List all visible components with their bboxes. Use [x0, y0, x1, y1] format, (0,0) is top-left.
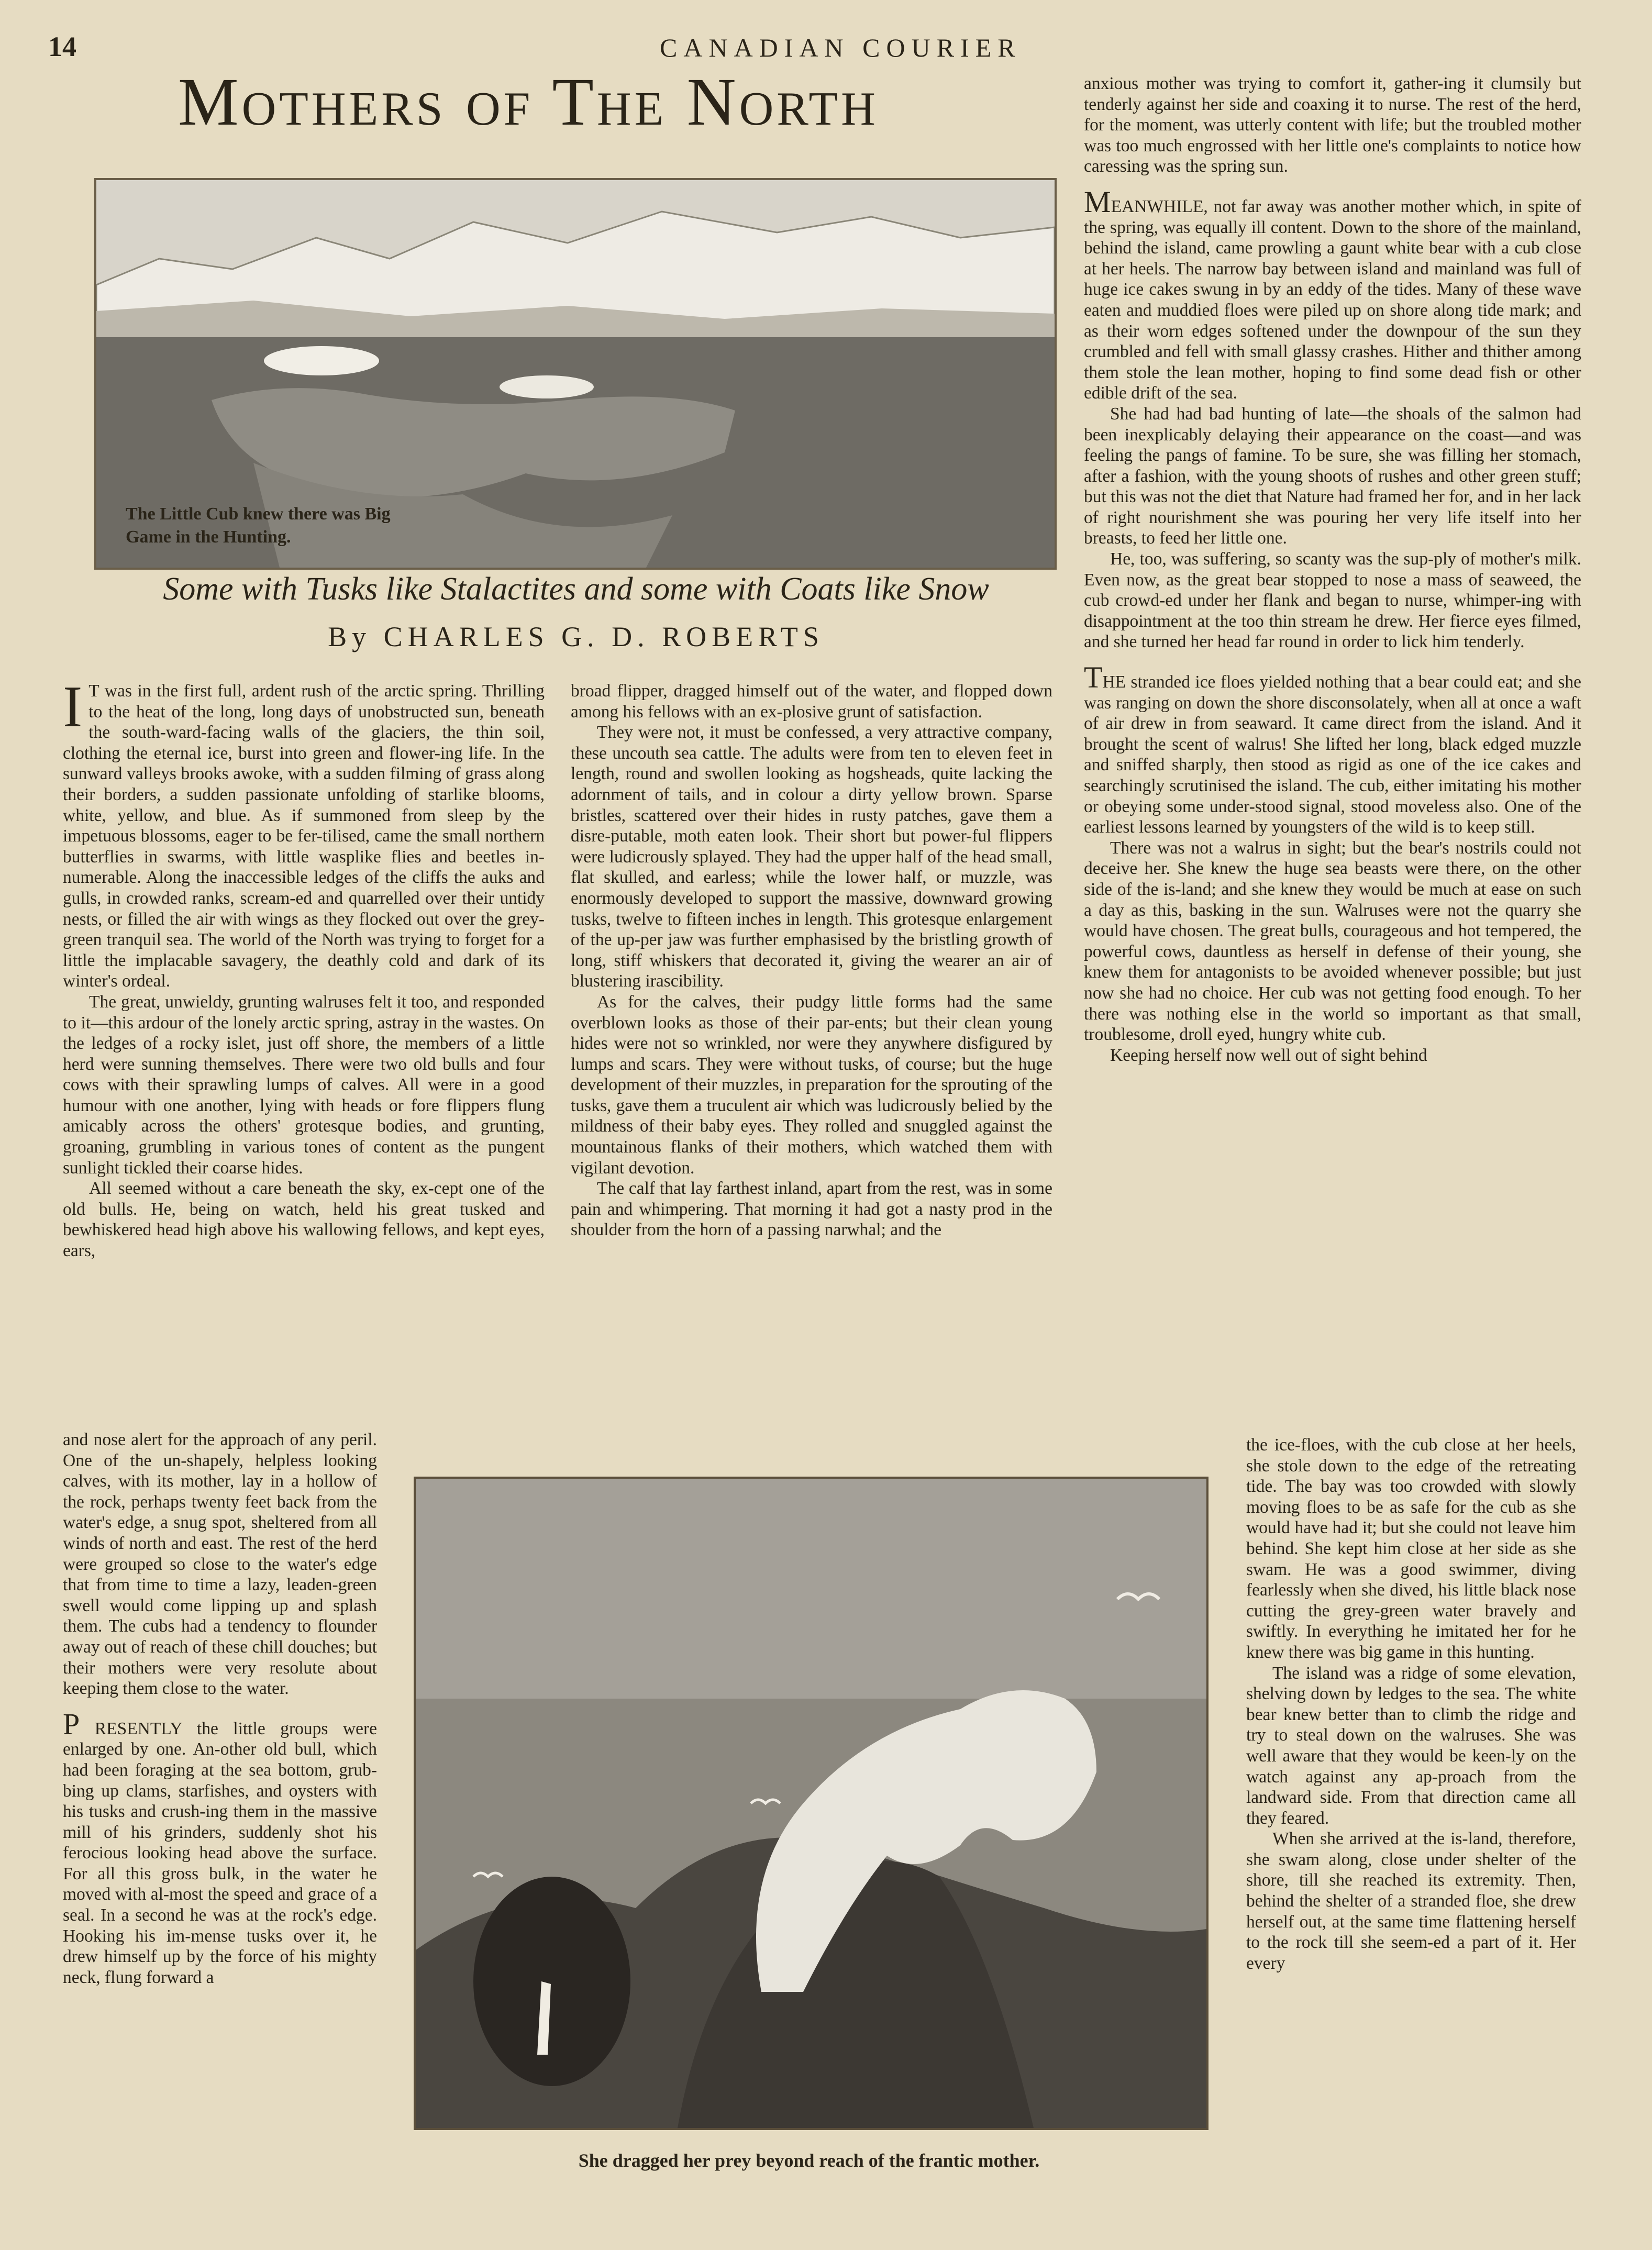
column-1-lower — [63, 1429, 377, 2184]
paragraph: anxious mother was trying to comfort it, gather-ing it clumsily but tenderly against her side and coaxing it to nurse. The rest of the herd, for the moment, was utterly content with life; but the troubled mother was too much engrossed with her little one's complaints to notice how caressing was the spring sun. — [1084, 74, 1581, 176]
paragraph: When she arrived at the is-land, therefore, she swam along, close under shelter of the shore, till she reached its extremity. Then, behind the shelter of a stranded floe, she drew herself out, at the same time flattening herself to the rock till she seem-ed a part of it. Her every — [1246, 1829, 1576, 1973]
drop-cap: T — [1084, 660, 1103, 695]
swimming-bear-1 — [264, 346, 379, 375]
drop-cap: I — [63, 674, 83, 739]
page-number: 14 — [48, 31, 76, 62]
bottom-illustration — [414, 1477, 1208, 2130]
paragraph: The calf that lay farthest inland, apart from the rest, was in some pain and whimpering. That morning it had got a nasty prod in the shoulder from the horn of a passing narwhal; and the — [571, 1179, 1052, 1240]
paragraph: As for the calves, their pudgy little forms had the same overblown looks as those of their par-ents; but their clean young hides were not so wrinkled, nor were they anywhere disfigured by lumps and scars. They were without tusks, of course; but the huge development of their muzzles, in preparation for the sprouting of the tusks, gave them a truculent air which was ludicrously belied by the mildness of their baby eyes. They rolled and snuggled against the mountainous flanks of their mothers, which watched them with vigilant devotion. — [571, 992, 1052, 1178]
column-1-upper — [63, 674, 545, 1435]
paragraph: She had had bad hunting of late—the shoals of the salmon had been inexplicably delaying their appearance on the coast—and was feeling the pangs of famine. To be sure, she was filling her stomach, after a fashion, with the young shoots of rushes and other green stuff; but this was not the diet that Nature had framed her for, and in her lack of right nourishment she was pouring her very life itself into her breasts, to feed her little one. — [1084, 404, 1581, 548]
paragraph: The island was a ridge of some elevation, shelving down by ledges to the sea. The white bear knew better than to climb the ridge and try to steal down on the walruses. She was well aware that they would be keen-ly on the watch against any ap-proach from the landward side. From that direction came all they feared. — [1246, 1663, 1576, 1828]
paragraph: Keeping herself now well out of sight behind — [1110, 1045, 1427, 1065]
swimming-bear-2 — [500, 375, 594, 398]
walrus — [473, 1877, 630, 2086]
paragraph: broad flipper, dragged himself out of the water, and flopped down among his fellows with an ex-plosive grunt of satisfaction. — [571, 681, 1052, 722]
top-caption: The Little Cub knew there was Big Game in the Hunting. — [126, 504, 391, 547]
paragraph: P RESENTLY the little groups were enlarged by one. An-other old bull, which had been foraging at the sea bottom, grub-bing up clams, starfishes, and oysters with his tusks and crush-ing them in the massive mill of his grinders, suddenly shot his ferocious looking head above the surface. For all this gross bulk, in the water he moved with al-most the speed and grace of a seal. In a second he was at the rock's edge. Hooking his im-mense tusks over it, he drew himself up by the force of his mighty neck, flung forward a — [63, 1706, 377, 1987]
paragraph: They were not, it must be confessed, a very attractive company, these uncouth sea cattle. The adults were from ten to eleven feet in length, round and swollen looking as hogsheads, quite lacking the adornment of tails, and in colour a dirty yellow brown. Sparse bristles, scattered over their hides in rusty patches, gave them a disre-putable, moth eaten look. Their short but power-ful flippers were ludicrously splayed. They had the upper half of the head small, flat skulled, and earless; while the lower half, or muzzle, was enormously developed to support the massive, downward growing tusks, twelve to fifteen inches in length. This grotesque enlargement of the up-per jaw was further emphasised by the bristling growth of long, stiff whiskers that decorated it, giving the wearer an air of blustering irascibility. — [571, 723, 1052, 991]
paragraph: The great, unwieldy, grunting walruses felt it too, and responded to it—this ardour of the lonely arctic spring, astray in the wastes. On the ledges of a rocky islet, just off shore, the members of a little herd were sunning themselves. There were two old bulls and four cows with their sprawling lumps of calves. All were in a good humour with one another, lying with heads or fore flippers flung amicably across the others' grotesque bodies, and grunting, groaning, grumbling in various tones of content as the pungent sunlight tickled their coarse hides. — [63, 992, 545, 1178]
paragraph: MEANWHILE, not far away was another mother which, in spite of the spring, was equally ill content. Down to the shore of the mainland, behind the island, came prowling a gaunt white bear with a cub close at her heels. The narrow bay between island and mainland was full of huge ice cakes swung in by an eddy of the tides. Many of these wave eaten and muddied floes were piled up on shore along tide mark; and as their worn edges softened under the downpour of the sun they crumbled and fell with small glassy crashes. Hither and thither among them stole the lean mother, hoping to find some dead fish or other edible drift of the sea. — [1084, 184, 1582, 403]
column-3-lower — [1246, 1435, 1576, 2220]
paragraph: and nose alert for the approach of any peril. One of the un-shapely, helpless looking calves, with its mother, lay in a hollow of the rock, perhaps twenty feet back from the water's edge, a snug spot, sheltered from all winds of north and east. The rest of the herd were grouped so close to the water's edge that from time to time a lazy, leaden-green swell would come lipping up and splash them. The cubs had a tendency to flounder away out of reach of these chill douches; but their mothers were very resolute about keeping them close to the water. — [63, 1430, 377, 1699]
column-2 — [571, 681, 1052, 1445]
article-subtitle: Some with Tusks like Stalactites and some with Coats like Snow — [163, 571, 989, 607]
paragraph: All seemed without a care beneath the sky, ex-cept one of the old bulls. He, being on watch, held his great tusked and bewhiskered head high above his wallowing fellows, and kept eyes, ears, — [63, 1179, 545, 1261]
running-head: CANADIAN COURIER — [660, 33, 1022, 62]
paragraph: the ice-floes, with the cub close at her heels, she stole down to the edge of the retreating tide. The bay was too crowded with slowly moving floes to be as safe for the cub as she would have had it; but she could not leave him behind. She kept him close at her side as she swam. He was a good swimmer, diving fearlessly when she dived, his little black nose cutting the grey-green water bravely and swiftly. In everything he imitated her for he knew there was big game in this hunting. — [1246, 1435, 1576, 1662]
drop-cap: M — [1084, 184, 1111, 219]
polar-bear-and-walrus-illustration — [416, 1479, 1206, 2128]
bottom-caption: She dragged her prey beyond reach of the frantic mother. — [578, 2150, 1040, 2171]
paragraph: He, too, was suffering, so scanty was the sup-ply of mother's milk. Even now, as the great bear stopped to nose a mass of seaweed, the cub crowd-ed under her flank and began to nurse, whimper-ing with disappointment at the too thin stream he drew. Her fierce eyes filmed, and she turned her head far round in order to lick him tenderly. — [1084, 549, 1581, 652]
column-3-upper — [1084, 73, 1581, 1435]
article-title: Mothers of The North — [178, 64, 879, 140]
paragraph: There was not a walrus in sight; but the bear's nostrils could not deceive her. She knew the huge sea beasts were there, on the other side of the is-land; and she knew they would be much at ease on such a day as this, basking in the sun. Walruses were not the quarry she would have chosen. The great bulls, courageous and hot tempered, the powerful cows, dauntless as herself in defense of their young, she knew them for antagonists to be avoided whenever possible; but just now she had no choice. Her cub was not getting food enough. To her there was nothing else in the world so important as that small, troublesome, droll eyed, hungry white cub. — [1084, 838, 1581, 1045]
drop-cap: P — [63, 1706, 80, 1741]
byline: By CHARLES G. D. ROBERTS — [328, 621, 824, 652]
paragraph: I T was in the first full, ardent rush of the arctic spring. Thrilling to the heat of the long, long days of unobstructed sun, beneath the south-ward-facing walls of the glaciers, the thin soil, clothing the eternal ice, burst into green and flower-ing life. In the sunward valleys brooks awoke, with a sudden filming of grass along their borders, a sudden passionate unfolding of starlike blooms, white, yellow, and blue. As if summoned from sleep by the impetuous blossoms, eager to be fer-tilised, came the small northern butterflies in swarms, with little wasplike flies and beetles in-numerable. Along the inaccessible ledges of the cliffs the auks and gulls, in crowded ranks, scream-ed and quarrelled over their untidy nests, or filled the air with wings as they flocked out over the grey-green tranquil sea. The world of the North was trying to forget for a little the implacable savagery, the deathly cold and dark of its winter's ordeal. — [63, 674, 545, 991]
paragraph: THE stranded ice floes yielded nothing that a bear could eat; and she was ranging on down the shore disconsolately, when all at once a waft of air drew in from seaward. It came direct from the island. And it brought the scent of walrus! She lifted her long, black edged muzzle and sniffed sharply, then stood as rigid as one of the ice cakes and searchingly scrutinised the island. The cub, either imitating his mother or obeying some under-stood signal, stood moveless also. One of the earliest lessons learned by youngsters of the wild is to keep still. — [1084, 660, 1582, 837]
